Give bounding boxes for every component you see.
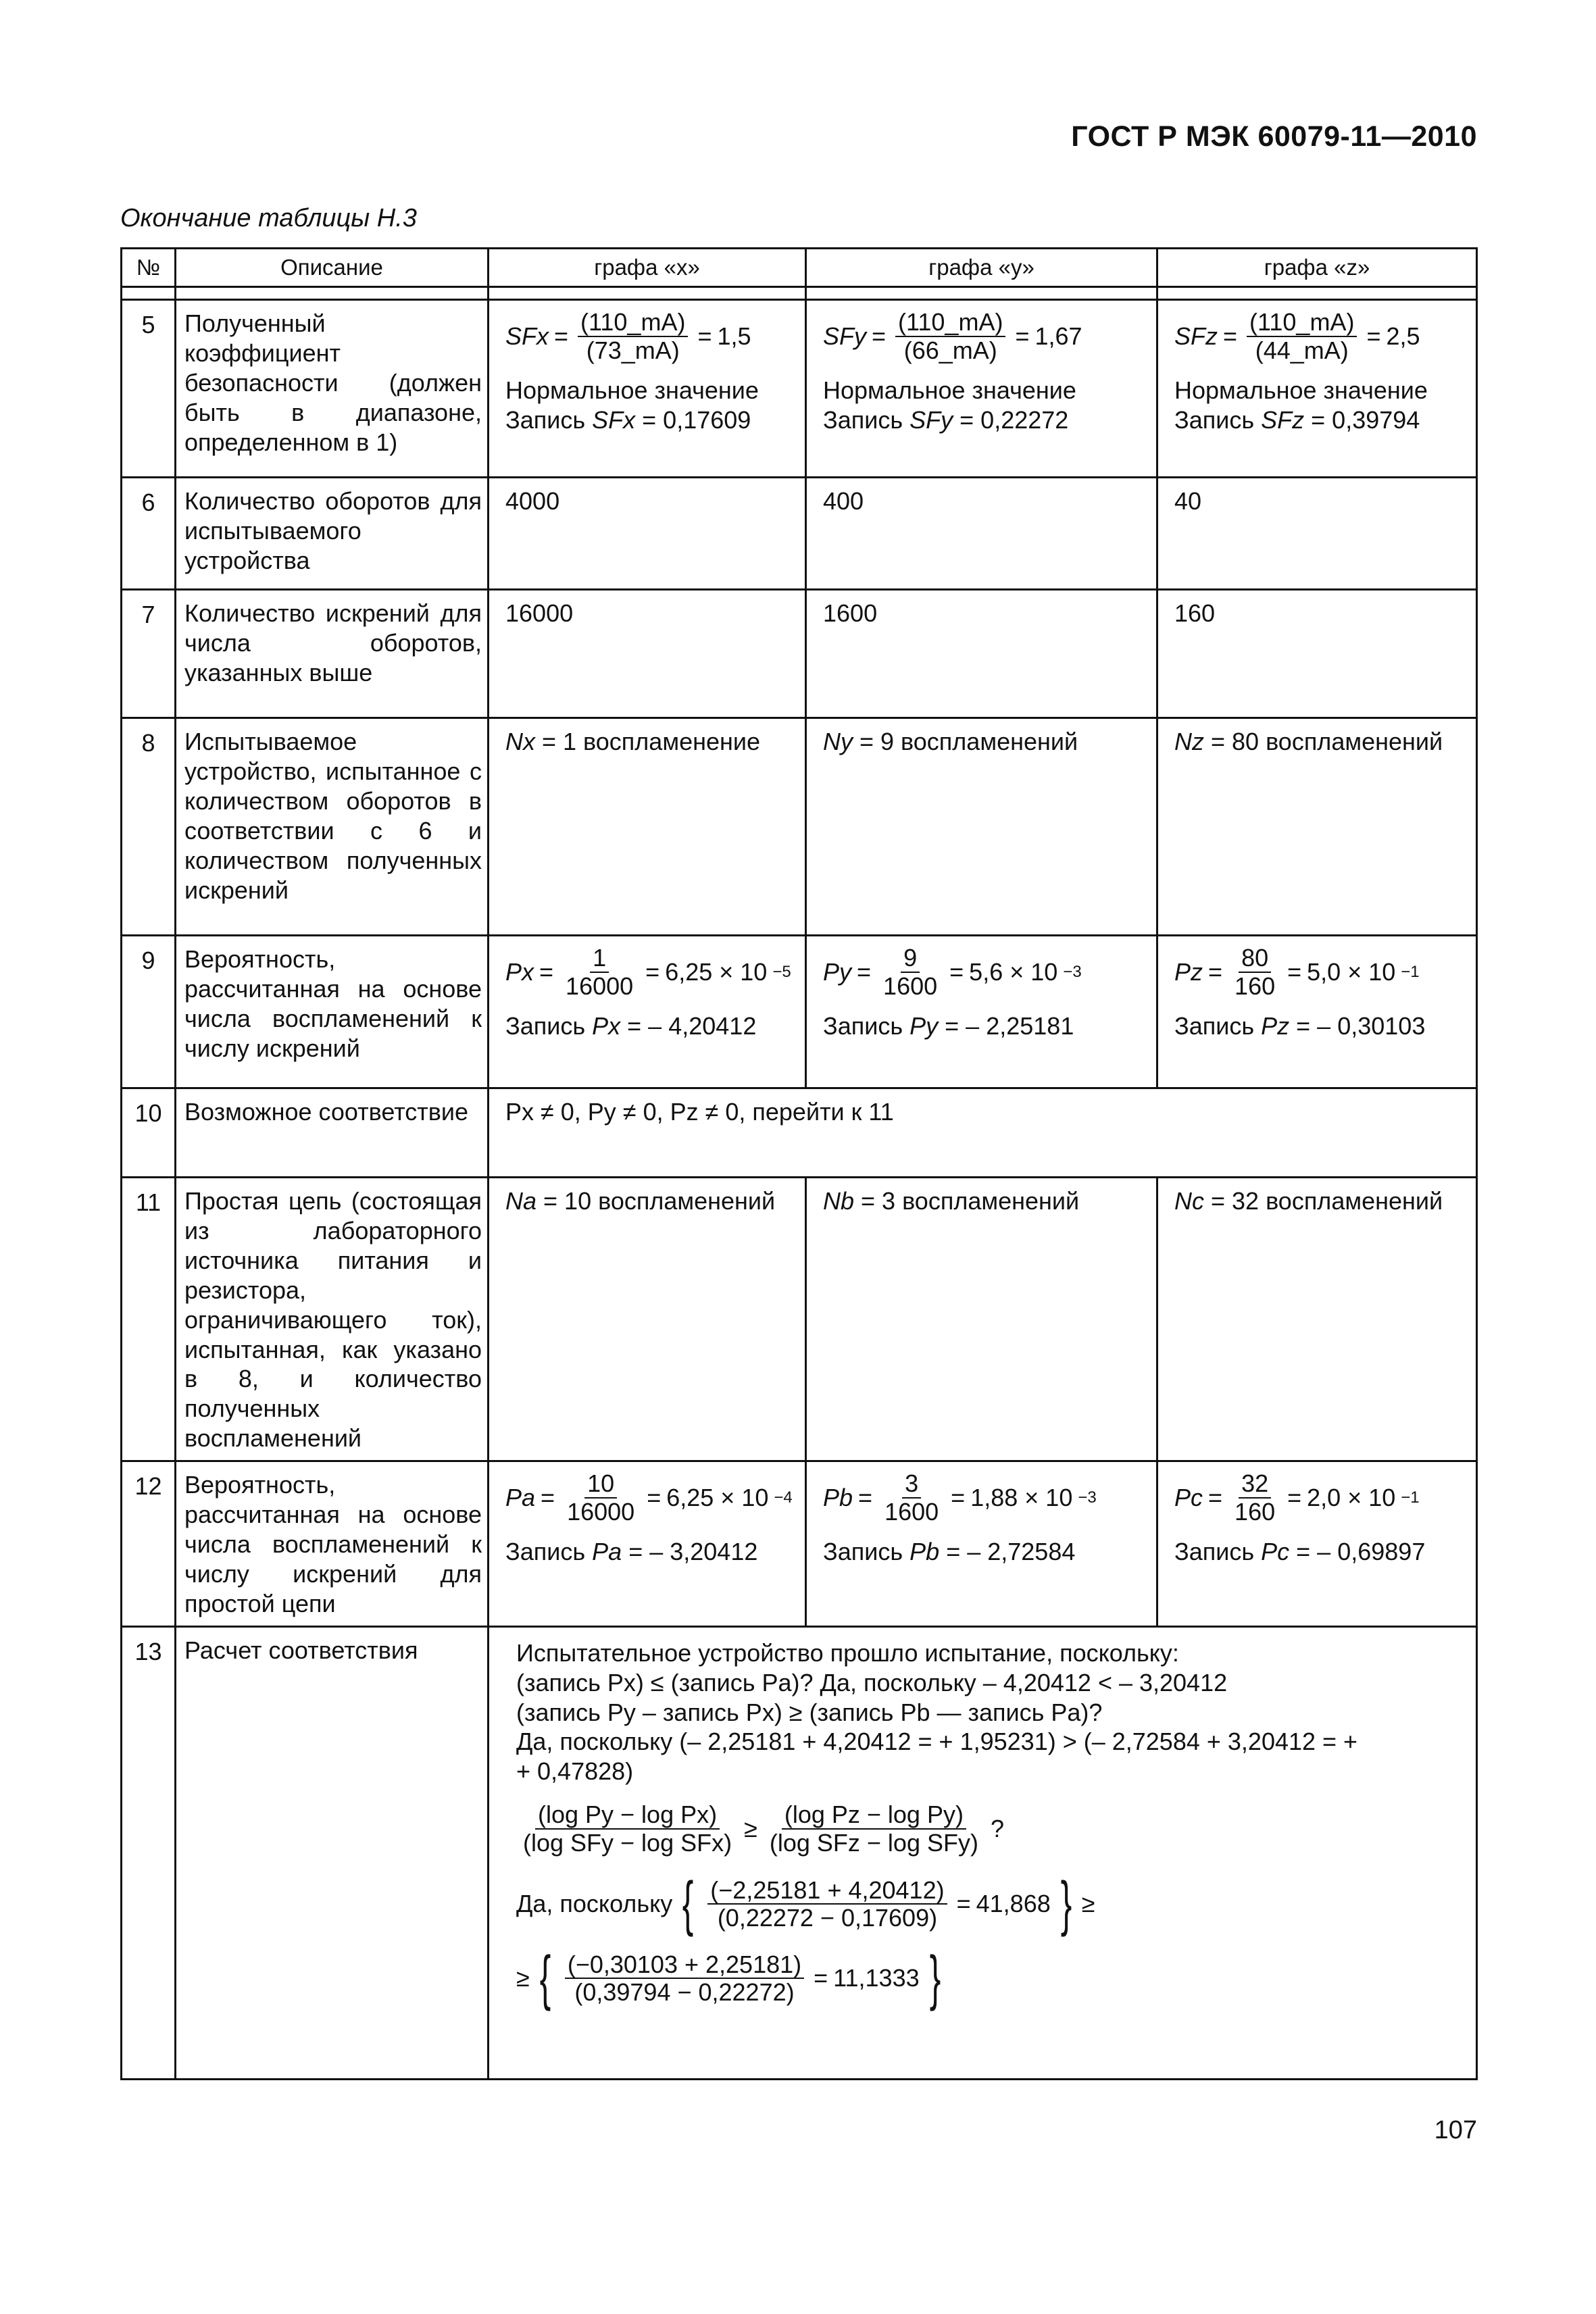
cell-merged: Px ≠ 0, Py ≠ 0, Pz ≠ 0, перейти к 11 [489, 1088, 1477, 1178]
col-header-z: графа «z» [1157, 249, 1477, 287]
cell-x: Pa = $\frac{10}{16000}$ = 6,25 × 10 −4 Запись Pa = – 3,20412 [489, 1461, 806, 1627]
cell-y: 400 [806, 478, 1157, 590]
row-number: 12 [122, 1461, 176, 1627]
col-header-num: № [122, 249, 176, 287]
header-row [122, 249, 1477, 287]
cell-z: Pz = $\frac{80}{160}$ = 5,0 × 10 −1 Запись Pz = – 0,30103 [1157, 936, 1477, 1088]
cell-z: Pc = $\frac{32}{160}$ = 2,0 × 10 −1 Запись Pc = – 0,69897 [1157, 1461, 1477, 1627]
row-description: Вероятность, рассчитанная на основе числа воспламенений к числу искрений для простой цепи [176, 1461, 489, 1627]
row-number: 10 [122, 1088, 176, 1178]
cell-x: 16000 [489, 590, 806, 718]
row-description: Расчет соответствия [176, 1626, 489, 2079]
cell-y: Nb = 3 воспламенений [806, 1178, 1157, 1461]
row-description: Вероятность, рассчитанная на основе числа воспламенений к числу искрений [176, 936, 489, 1088]
cell-z: 160 [1157, 590, 1477, 718]
table-row [122, 1461, 1477, 1627]
table-caption: Окончание таблицы H.3 [120, 204, 417, 232]
row-number: 5 [122, 300, 176, 478]
table-row [122, 1626, 1477, 2079]
cell-y: Py = $\frac{9}{1600}$ = 5,6 × 10 −3 Запись Py = – 2,25181 [806, 936, 1157, 1088]
table-row [122, 478, 1477, 590]
formula-right-value: ≥ { $\frac{(-0,30103 + 2,25181)}{(0,39794 - 0,22272)}$ = 11,1333 } [516, 1944, 941, 2013]
row-description: Возможное соответствие [176, 1088, 489, 1178]
cell-z: 40 [1157, 478, 1477, 590]
cell-x: Na = 10 воспламенений [489, 1178, 806, 1461]
page-number: 107 [1434, 2116, 1477, 2144]
row-number: 8 [122, 718, 176, 936]
row-number: 7 [122, 590, 176, 718]
row-number: 9 [122, 936, 176, 1088]
cell-z: Nc = 32 воспламенений [1157, 1178, 1477, 1461]
table-row [122, 300, 1477, 478]
row-description: Количество искрений для числа оборотов, указанных выше [176, 590, 489, 718]
cell-y: SFy = $\frac{(110\_mA)}{(66\_mA)}$ = 1,67 Нормальное значение Запись SFy = 0,22272 [806, 300, 1157, 478]
cell-y: Ny = 9 воспламенений [806, 718, 1157, 936]
table-row [122, 1178, 1477, 1461]
row-number: 13 [122, 1626, 176, 2079]
row-number: 11 [122, 1178, 176, 1461]
row-description: Полученный коэффициент безопасности (должен быть в диапазоне, определенном в 1) [176, 300, 489, 478]
cell-z: SFz = $\frac{(110\_mA)}{(44\_mA)}$ = 2,5 Нормальное значение Запись SFz = 0,39794 [1157, 300, 1477, 478]
table-row [122, 590, 1477, 718]
cell-x: 4000 [489, 478, 806, 590]
cell-y: Pb = $\frac{3}{1600}$ = 1,88 × 10 −3 Запись Pb = – 2,72584 [806, 1461, 1157, 1627]
cell-x: Nx = 1 воспламенение [489, 718, 806, 936]
row-description: Простая цепь (состоящая из лабораторного источника питания и резистора, ограничивающего ток), испытанная, как указано в 8, и количество полученных воспламенений [176, 1178, 489, 1461]
data-table [120, 247, 1478, 2080]
cell-x: SFx = $\frac{(110\_mA)}{(73\_mA)}$ = 1,5 Нормальное значение Запись SFx = 0,17609 [489, 300, 806, 478]
row-number: 6 [122, 478, 176, 590]
cell-y: 1600 [806, 590, 1157, 718]
table-row [122, 936, 1477, 1088]
compliance-calculation: Испытательное устройство прошло испытание, поскольку: (запись Px) ≤ (запись Pa)? Да, поскольку – 4,20412 < – 3,20412 (запись Py – запись Px) ≥ (запись Pb — запись Pa)? Да, поскольку (– 2,25181 + 4,20412 = + 1,95231) > (– 2,72584 + 3,20412 = + + 0,47828) $\frac{\text{(log Py − log Px)}}{\text{(log SFy − log SFx)}}$ ≥ $\frac{\text{(log Pz − log Py)}}{\text{(log SFz − log SFy)}}$ ? Да, поскольку { $\frac{(-2,25181 + 4,20412)}{(0,22272 - 0,17609)}$ = 41,868 } ≥ ≥ { $\frac{(-0,30103 + 2,25181)}{(0,39794 - 0,22272)}$ = 11,1333 } [489, 1626, 1477, 2079]
row-description: Количество оборотов для испытываемого устройства [176, 478, 489, 590]
col-header-x: графа «x» [489, 249, 806, 287]
col-header-desc: Описание [176, 249, 489, 287]
formula-left-value: Да, поскольку { $\frac{(-2,25181 + 4,20412)}{(0,22272 - 0,17609)}$ = 41,868 } ≥ [516, 1870, 1095, 1938]
cell-z: Nz = 80 воспламенений [1157, 718, 1477, 936]
formula-log-ratio: $\frac{\text{(log Py − log Px)}}{\text{(log SFy − log SFx)}}$ ≥ $\frac{\text{(log Pz − log Py)}}{\text{(log SFz − log SFy)}}$ ? [523, 1801, 1004, 1857]
table-row [122, 718, 1477, 936]
col-header-y: графа «y» [806, 249, 1157, 287]
cell-x: Px = $\frac{1}{16000}$ = 6,25 × 10 −5 Запись Px = – 4,20412 [489, 936, 806, 1088]
row-description: Испытываемое устройство, испытанное с количеством оборотов в соответствии с 6 и количеством полученных искрений [176, 718, 489, 936]
table-row [122, 1088, 1477, 1178]
document-header: ГОСТ Р МЭК 60079-11—2010 [1071, 120, 1477, 153]
